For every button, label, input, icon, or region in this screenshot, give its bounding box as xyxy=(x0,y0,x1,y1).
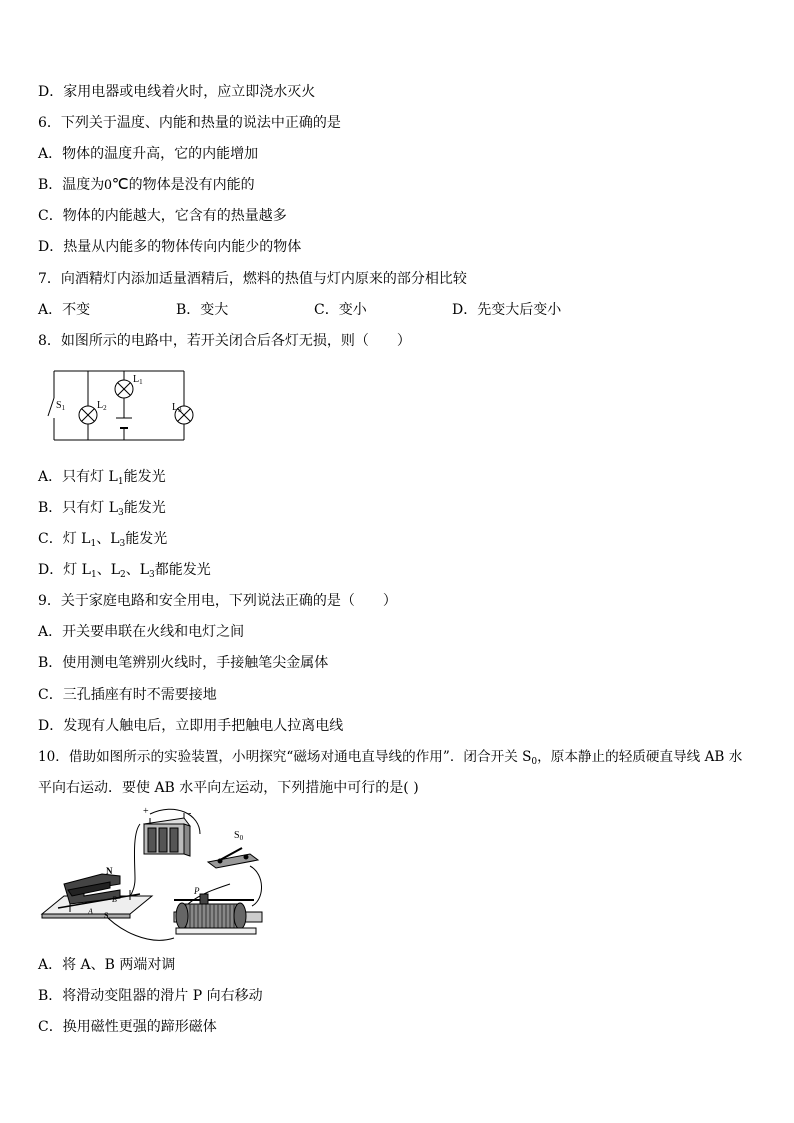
battery-icon xyxy=(116,418,132,428)
q7-option-a: A．不变 xyxy=(38,302,91,318)
label-a: A xyxy=(88,907,93,916)
apparatus-svg xyxy=(40,804,272,952)
label-p: P xyxy=(194,886,200,896)
q9-option-b: B．使用测电笔辨别火线时，手接触笔尖金属体 xyxy=(38,655,329,671)
label-b: B xyxy=(112,895,117,904)
q6-option-d: D．热量从内能多的物体传向内能少的物体 xyxy=(38,239,302,255)
label-l1: $L_1$ xyxy=(133,374,143,386)
lamp-l1 xyxy=(115,380,133,398)
q10-option-b: B．将滑动变阻器的滑片 P 向右移动 xyxy=(38,988,263,1004)
q8-option-a: A．只有灯 $L_1$能发光 xyxy=(38,469,166,487)
sliding-rheostat xyxy=(174,894,262,934)
q8-option-b: B．只有灯 $L_3$能发光 xyxy=(38,500,166,518)
q7-option-c: C．变小 xyxy=(314,302,367,318)
label-l2: $L_2$ xyxy=(97,400,107,412)
q10-stem-line2: 平向右运动．要使 AB 水平向左运动，下列措施中可行的是( ) xyxy=(38,780,419,796)
q6-option-b xyxy=(38,176,255,194)
battery-pack xyxy=(144,813,190,856)
label-s0: $S_0$ xyxy=(234,830,244,842)
battery-minus: - xyxy=(188,808,192,819)
q10-option-c: C．换用磁性更强的蹄形磁体 xyxy=(38,1019,217,1035)
q10-stem-line1: 10．借助如图所示的实验装置，小明探究“磁场对通电直导线的作用”．闭合开关 $S_0$，原本静止的轻质硬直导线 AB 水 xyxy=(38,749,743,767)
q7-stem: 7．向酒精灯内添加适量酒精后，燃料的热值与灯内原来的部分相比较 xyxy=(38,271,467,287)
label-s1: $S_1$ xyxy=(56,400,66,412)
label-s-pole: S xyxy=(104,911,109,920)
switch-s0 xyxy=(208,848,258,868)
q6-option-b-part2: 的物体是没有内能的 xyxy=(128,177,255,193)
q9-option-c: C．三孔插座有时不需要接地 xyxy=(38,687,217,703)
q6-option-c: C．物体的内能越大，它含有的热量越多 xyxy=(38,208,287,224)
switch-s1 xyxy=(48,398,54,416)
label-l3: $L_3$ xyxy=(172,402,182,414)
q10-apparatus-figure xyxy=(40,804,272,952)
q8-option-d: D．灯 $L_1$、$L_2$、$L_3$都能发光 xyxy=(38,562,211,580)
q8-option-c: C．灯 $L_1$、$L_3$能发光 xyxy=(38,531,168,549)
battery-plus: + xyxy=(143,806,149,817)
label-n: N xyxy=(106,866,113,876)
q9-stem: 9．关于家庭电路和安全用电，下列说法正确的是（ ） xyxy=(38,593,397,609)
q10-option-a: A．将 A、B 两端对调 xyxy=(38,957,176,973)
q6-option-a: A．物体的温度升高，它的内能增加 xyxy=(38,146,259,162)
circuit-svg xyxy=(44,368,194,444)
q9-option-d: D．发现有人触电后，立即用手把触电人拉离电线 xyxy=(38,718,344,734)
q5-option-d: D．家用电器或电线着火时，应立即浇水灭火 xyxy=(38,84,316,100)
lamp-l2 xyxy=(79,406,97,424)
q8-circuit-diagram xyxy=(44,368,194,444)
q6-option-b-temp: 0℃ xyxy=(104,177,129,193)
q8-stem: 8．如图所示的电路中，若开关闭合后各灯无损，则（ ） xyxy=(38,333,411,349)
magnet-board xyxy=(42,874,152,918)
q6-stem: 6．下列关于温度、内能和热量的说法中正确的是 xyxy=(38,115,341,131)
q7-option-b: B．变大 xyxy=(176,302,229,318)
q9-option-a: A．开关要串联在火线和电灯之间 xyxy=(38,624,245,640)
q6-option-b-part1: B．温度为 xyxy=(38,177,105,193)
q7-option-d: D．先变大后变小 xyxy=(452,302,562,318)
